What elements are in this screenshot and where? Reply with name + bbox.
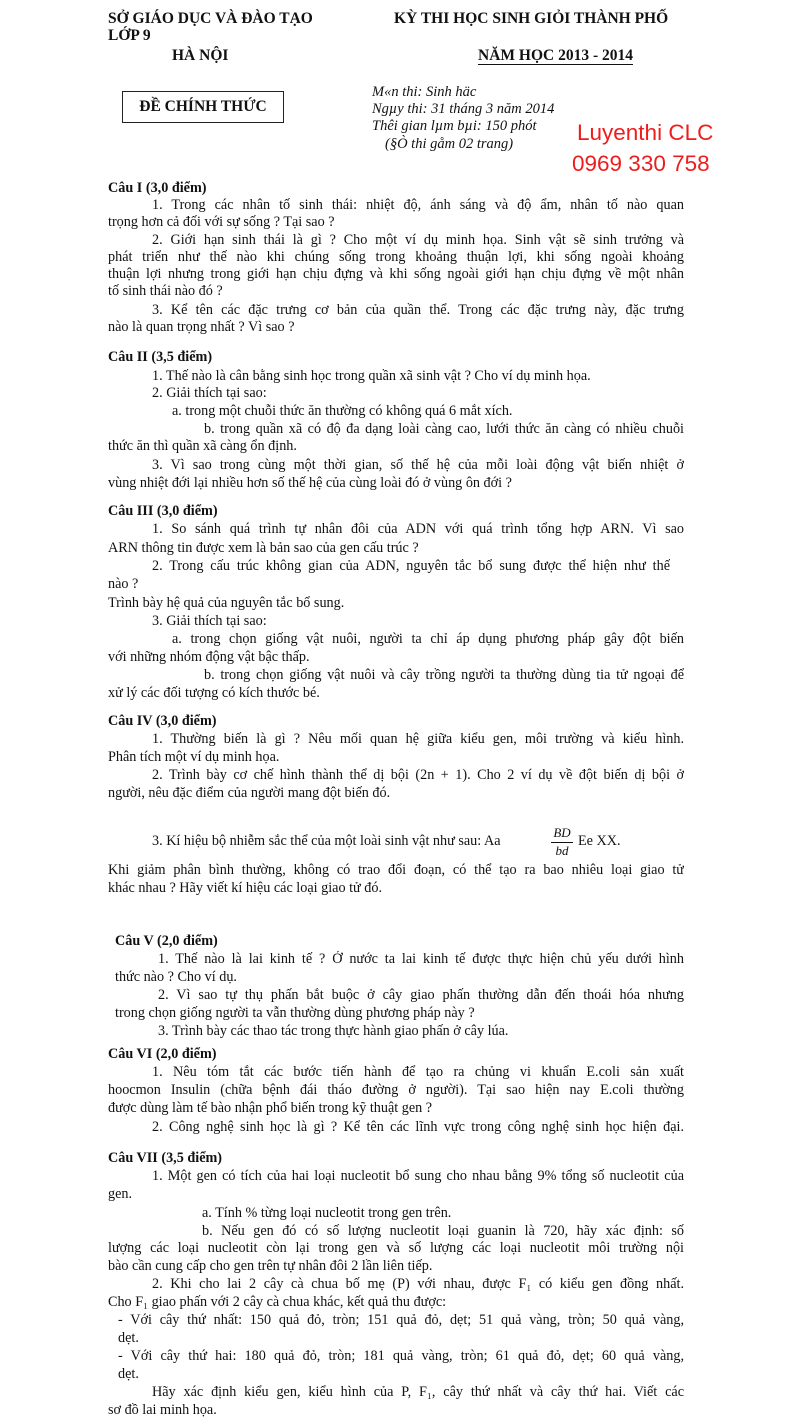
body-text-line: trọng hơn cả đối với sự sống ? Tại sao ? [108,214,335,230]
body-text-line: người, nêu đặc điểm của người mang đột biến đó. [108,785,391,801]
question-heading: Câu V (2,0 điểm) [115,933,218,949]
body-text-line: 2. Giới hạn sinh thái là gì ? Cho một ví dụ minh họa. Sinh vật sẽ sinh trưởng và [152,232,684,248]
formula-denominator: bd [555,843,569,858]
body-text-line: 2. Trong cấu trúc không gian của ADN, nguyên tắc bổ sung được thể hiện như thế [152,558,670,574]
body-text-line: 2. Giải thích tại sao: [152,385,267,401]
formula-suffix: Ee XX. [578,833,621,849]
body-text-line: hoocmon Insulin (chữa bệnh đái tháo đường ở người). Tại sao hiện nay E.coli thường [108,1082,684,1098]
body-text-line: 1. Nêu tóm tắt các bước tiến hành để tạo ra chủng vi khuẩn E.coli sản xuất [152,1064,684,1080]
body-text-line: Khi giảm phân bình thường, không có trao đổi đoạn, có thể tạo ra bao nhiêu loại giao tử [108,862,684,878]
department-name: SỞ GIÁO DỤC VÀ ĐÀO TẠO [108,10,313,27]
body-text-line: - Với cây thứ nhất: 150 quả đỏ, tròn; 151 quả đỏ, dẹt; 51 quả vàng, tròn; 50 quả vàng, [118,1312,684,1328]
body-text-line: 1. Thường biến là gì ? Nêu mối quan hệ giữa kiểu gen, môi trường và kiểu hình. [152,731,684,747]
body-text-line: 2. Vì sao tự thụ phấn bắt buộc ở cây giao phấn thường dẫn đến thoái hóa nhưng [158,987,684,1003]
exam-page-count: (§Ò thi gåm 02 trang) [385,136,514,152]
body-text-line: a. Tính % từng loại nucleotit trong gen trên. [202,1205,452,1221]
body-text-line: ARN thông tin được xem là bản sao của gen cấu trúc ? [108,540,419,556]
body-text-line: trong chọn giống người ta vẫn thường dùng phương pháp này ? [115,1005,475,1021]
body-text-line: vùng nhiệt đới lại nhiều hơn số thế hệ của cùng loài đó ở vùng ôn đới ? [108,475,512,491]
question-heading: Câu VI (2,0 điểm) [108,1046,217,1062]
body-text-line: a. trong một chuỗi thức ăn thường có không quá 6 mắt xích. [172,403,513,419]
body-text-line: 1. So sánh quá trình tự nhân đôi của ADN với quá trình tổng hợp ARN. Vì sao [152,521,684,537]
exam-duration: Thêi gian lµm bµi: 150 phót [372,118,537,134]
body-text-line: gen. [108,1186,133,1202]
body-text-line: 2. Trình bày cơ chế hình thành thể dị bội (2n + 1). Cho 2 ví dụ về đột biến dị bội ở [152,767,684,783]
body-text-line: 3. Vì sao trong cùng một thời gian, số thế hệ của mỗi loài động vật biến nhiệt ở [152,457,684,473]
body-text-line: b. trong quần xã có độ đa dạng loài càng cao, lưới thức ăn càng có nhiều chuỗi [204,421,684,437]
question-heading: Câu VII (3,5 điểm) [108,1150,223,1166]
body-text-line: Trình bày hệ quả của nguyên tắc bổ sung. [108,595,345,611]
question-heading: Câu IV (3,0 điểm) [108,713,217,729]
body-text-line: sơ đồ lai minh họa. [108,1402,217,1418]
exam-title: KỲ THI HỌC SINH GIỎI THÀNH PHỐ [394,10,669,27]
grade-label: LỚP 9 [108,27,151,44]
body-text-line: 3. Giải thích tại sao: [152,613,267,629]
department-city: HÀ NỘI [172,47,229,64]
body-text-line: khác nhau ? Hãy viết kí hiệu các loại giao tử đó. [108,880,383,896]
body-text-line: Phân tích một ví dụ minh họa. [108,749,280,765]
watermark-name: Luyenthi CLC [577,120,714,145]
body-text-line: phát triển như thế nào khi chúng sống trong khoảng thuận lợi, khi sống ngoài khoảng [108,249,684,265]
official-exam-box [122,91,284,123]
exam-subject: M«n thi: Sinh häc [372,84,477,100]
question-heading: Câu III (3,0 điểm) [108,503,218,519]
body-text-line: được dùng làm tế bào nhận phổ biến trong kỹ thuật gen ? [108,1100,433,1116]
body-text-line: 1. Trong các nhân tố sinh thái: nhiệt độ, ánh sáng và độ ẩm, nhân tố nào quan [152,197,684,213]
body-text-line: a. trong chọn giống vật nuôi, người ta chỉ áp dụng phương pháp gây đột biến [172,631,684,647]
body-text-line: xử lý các đối tượng có kích thước bé. [108,685,320,701]
exam-date: Ngµy thi: 31 tháng 3 năm 2014 [372,101,555,117]
body-text-line: nào là quan trọng nhất ? Vì sao ? [108,319,295,335]
body-text-line: lượng các loại nucleotit còn lại trong gen và số lượng các loại nucleotit môi trường nội [108,1240,684,1256]
body-text-line: thức ăn thì quần xã càng ổn định. [108,438,297,454]
body-text-line: b. trong chọn giống vật nuôi và cây trồng người ta thường dùng tia tử ngoại để [204,667,684,683]
watermark-phone: 0969 330 758 [572,151,710,176]
formula-numerator: BD [553,825,571,840]
body-text-line: 1. Thế nào là cân bằng sinh học trong quần xã sinh vật ? Cho ví dụ minh họa. [152,368,591,384]
body-text-line: dẹt. [118,1366,139,1382]
body-text-line: với những nhóm động vật bậc thấp. [108,649,310,665]
body-text-line: 1. Thế nào là lai kinh tế ? Ở nước ta lai kinh tế được thực hiện chủ yếu dưới hình [158,951,684,967]
body-text-line: 2. Khi cho lai 2 cây cà chua bố mẹ (P) với nhau, được F₁ có kiểu gen đồng nhất. [152,1276,684,1292]
question-heading: Câu II (3,5 điểm) [108,349,213,365]
body-text-line: bào cần cung cấp cho gen trên tự nhân đôi 2 lần liên tiếp. [108,1258,433,1274]
body-text-line: 3. Kể tên các đặc trưng cơ bản của quần thể. Trong các đặc trưng này, đặc trưng [152,302,684,318]
body-text-line: 2. Công nghệ sinh học là gì ? Kể tên các lĩnh vực trong công nghệ sinh học hiện đại. [152,1119,684,1135]
body-text-line: thức nào ? Cho ví dụ. [115,969,237,985]
body-text-line: tố sinh thái nào đó ? [108,283,223,299]
body-text-line: 3. Kí hiệu bộ nhiễm sắc thể của một loài sinh vật như sau: Aa [152,833,501,849]
body-text-line: Hãy xác định kiểu gen, kiểu hình của P, F₁, cây thứ nhất và cây thứ hai. Viết các [152,1384,684,1400]
body-text-line: 3. Trình bày các thao tác trong thực hành giao phấn ở cây lúa. [158,1023,509,1039]
question-heading: Câu I (3,0 điểm) [108,180,207,196]
body-text-line: - Với cây thứ hai: 180 quả đỏ, tròn; 181 quả vàng, tròn; 61 quả đỏ, dẹt; 60 quả vàng, [118,1348,684,1364]
body-text-line: dẹt. [118,1330,139,1346]
body-text-line: thuận lợi nhưng trong giới hạn chịu đựng và khi sống ngoài giới hạn chịu đựng về một nhân [108,266,684,282]
school-year: NĂM HỌC 2013 - 2014 [478,47,633,64]
body-text-line: Cho F₁ giao phấn với 2 cây cà chua khác, kết quả thu được: [108,1294,447,1310]
body-text-line: nào ? [108,576,139,592]
official-exam-label: ĐỀ CHÍNH THỨC [139,98,267,115]
body-text-line: b. Nếu gen đó có số lượng nucleotit loại guanin là 720, hãy xác định: số [202,1223,684,1239]
body-text-line: 1. Một gen có tích của hai loại nucleotit bổ sung cho nhau bằng 9% tổng số nucleotit của [152,1168,684,1184]
